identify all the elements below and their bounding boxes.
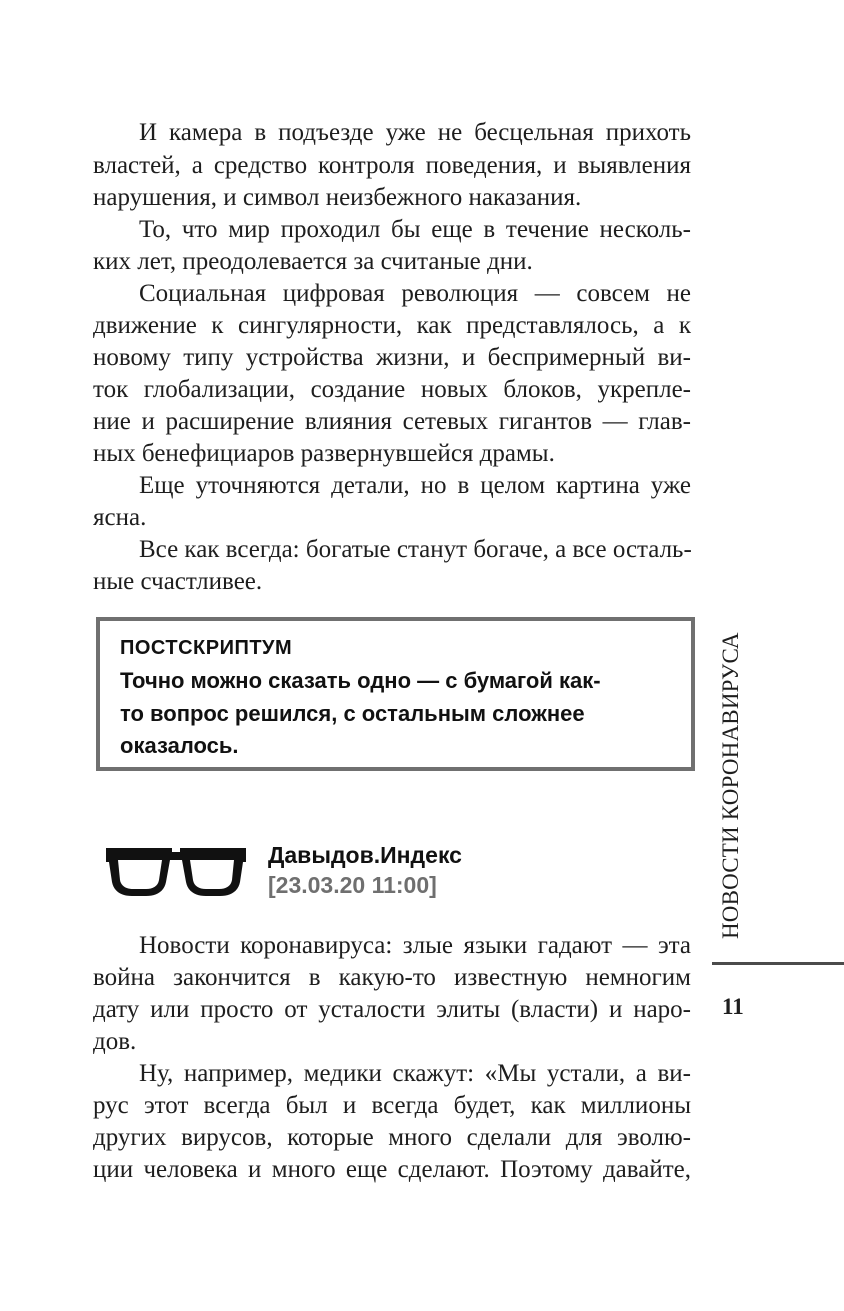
paragraph-line: ких лет, преодолевается за считаные дни. [93, 248, 533, 275]
paragraph-line: Все как всегда: богатые станут богаче, а все осталь- [139, 536, 692, 563]
paragraph-line: движение к сингулярности, как представлялось, а к [93, 312, 691, 339]
paragraph-line: И камера в подъезде уже не бесцельная прихоть [139, 119, 691, 146]
paragraph-line: властей, а средство контроля поведения, и выявления [93, 152, 691, 179]
glasses-icon [102, 838, 250, 900]
paragraph-line: новому типу устройства жизни, и беспримерный ви- [93, 344, 691, 371]
postscript-line: оказалось. [120, 733, 239, 758]
paragraph-line: ных бенефициаров развернувшейся драмы. [93, 440, 555, 467]
paragraph-line: ные счастливее. [93, 568, 263, 595]
paragraph-line: Еще уточняются детали, но в целом картина уже [139, 472, 691, 499]
paragraph-line: Социальная цифровая революция — совсем не [139, 280, 691, 307]
section-title-vertical: НОВОСТИ КОРОНАВИРУСА [718, 632, 743, 939]
postscript-line: Точно можно сказать одно — с бумагой как- [120, 668, 601, 693]
postscript-title: ПОСТСКРИПТУМ [120, 637, 293, 659]
page-number: 11 [722, 994, 744, 1019]
postscript-line: то вопрос решился, с остальным сложнее [120, 701, 585, 726]
paragraph-line: Новости коронавируса: злые языки гадают — эта [139, 932, 691, 959]
paragraph-line: рус этот всегда был и всегда будет, как миллионы [93, 1092, 691, 1119]
paragraph-line: То, что мир проходил бы еще в течение несколь- [139, 216, 691, 243]
paragraph-line: ние и расширение влияния сетевых гигантов — глав- [93, 408, 691, 435]
author-name: Давыдов.Индекс [268, 842, 462, 868]
entry-timestamp: [23.03.20 11:00] [268, 872, 437, 898]
paragraph-line: дов. [93, 1028, 137, 1055]
sidebar-divider [712, 962, 844, 965]
paragraph-line: дату или просто от усталости элиты (власти) и наро- [93, 996, 691, 1023]
paragraph-line: Ну, например, медики скажут: «Мы устали, а ви- [139, 1060, 691, 1087]
paragraph-line: ясна. [93, 504, 147, 531]
paragraph-line: других вирусов, которые много сделали для эволю- [93, 1124, 691, 1151]
paragraph-line: нарушения, и символ неизбежного наказания. [93, 184, 582, 211]
paragraph-line: война закончится в какую-то известную немногим [93, 964, 691, 991]
postscript-box [96, 617, 695, 771]
paragraph-line: ток глобализации, создание новых блоков, укрепле- [93, 376, 691, 403]
paragraph-line: ции человека и много еще сделают. Поэтому давайте, [93, 1156, 691, 1183]
